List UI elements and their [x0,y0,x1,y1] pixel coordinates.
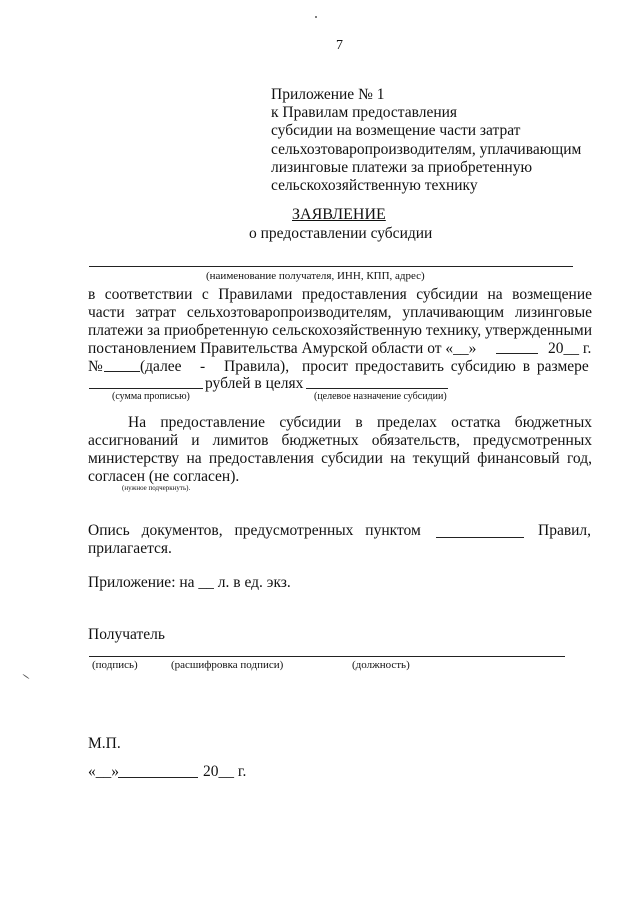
body-word: Правила), [224,358,290,375]
body-word: просит предоставить субсидию в размере [302,358,589,375]
body-word: (далее [140,358,182,375]
appendix-line: сельхозтоваропроизводителям, уплачивающим [271,140,582,158]
position-caption: (должность) [352,659,410,671]
underline-caption: (нужное подчеркнуть). [122,484,191,492]
body-word: - [200,358,206,375]
date-day: «__» [88,763,119,780]
signature-caption: (подпись) [92,659,138,671]
inventory-rules: Правил, [538,522,592,539]
body-line: министерству на предоставления субсидии на текущий финансовый год, [88,450,592,467]
appendix-line: к Правилам предоставления [271,104,458,122]
decoding-caption: (расшифровка подписи) [171,659,284,671]
date-year: 20__ г. [203,763,247,780]
body-line: в соответствии с Правилами предоставления субсидии на возмещение [88,286,592,303]
body-line: согласен (не согласен). [88,468,240,485]
document-subtitle: о предоставлении субсидии [249,225,433,242]
appendix-line: субсидии на возмещение части затрат [271,122,521,140]
signature-line[interactable] [89,656,565,657]
inventory-line: Опись документов, предусмотренных пунктом [88,522,421,539]
body-line-date-start: постановлением Правительства Амурской области от «__» [88,340,477,357]
recipient-caption: (наименование получателя, ИНН, КПП, адрес) [206,270,425,282]
body-line: На предоставление субсидии в пределах остатка бюджетных [128,414,592,431]
body-line: ассигнований и лимитов бюджетных обязательств, предусмотренных [88,432,592,449]
document-title: ЗАЯВЛЕНИЕ [292,206,386,223]
scan-speck [315,16,317,18]
decree-date-blank[interactable] [496,353,538,354]
recipient-label: Получатель [88,626,165,643]
body-line: части затрат сельхозтоваропроизводителям, уплачивающим лизинговые [88,304,592,321]
inventory-line: прилагается. [88,540,172,557]
stamp-label: М.П. [88,735,121,752]
inventory-point-blank[interactable] [436,537,524,538]
sum-blank[interactable] [89,388,203,389]
body-line-rubles: рублей в целях [205,375,304,392]
body-line-year: 20__ г. [548,340,592,357]
purpose-blank[interactable] [306,388,448,389]
appendix-line: лизинговые платежи за приобретенную [271,158,533,176]
attachment-line: Приложение: на __ л. в ед. экз. [88,574,291,591]
scan-speck [22,674,29,679]
date-month-blank[interactable] [118,777,198,778]
number-sign: № [88,358,103,375]
purpose-caption: (целевое назначение субсидии) [314,391,447,402]
page-number: 7 [336,38,343,53]
recipient-line[interactable] [89,266,573,267]
body-line: платежи за приобретенную сельскохозяйственную технику, утвержденными [88,322,592,339]
appendix-line: Приложение № 1 [271,86,385,103]
appendix-block [271,86,581,195]
appendix-line: сельскохозяйственную технику [271,177,478,195]
sum-caption: (сумма прописью) [112,391,190,402]
decree-number-blank[interactable] [104,371,140,372]
